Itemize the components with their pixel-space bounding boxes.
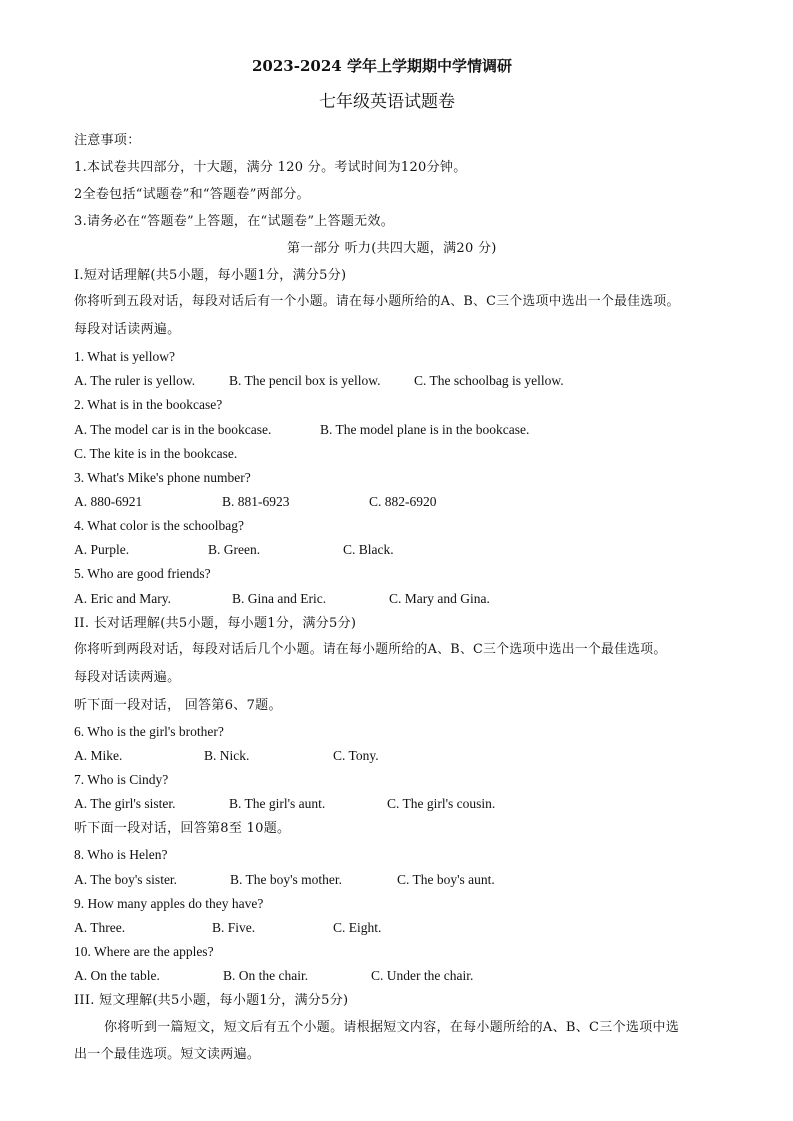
q8-option-a: A. The boy's sister. <box>74 872 178 887</box>
section2-instruction-cont: 每段对话读两遍。 <box>74 670 181 685</box>
section1-instruction: 你将听到五段对话，每段对话后有一个小题。请在每小题所给的A、B、C三个选项中选出一个最佳选项。 <box>74 294 680 309</box>
question-7: 7. Who is Cindy? <box>74 772 169 787</box>
q2-option-a: A. The model car is in the bookcase. <box>74 422 272 437</box>
part1-title: 第一部分 听力(共四大题，满20 分) <box>287 241 497 256</box>
q10-option-c: C. Under the chair. <box>371 968 474 983</box>
q3-option-b: B. 881-6923 <box>222 494 290 509</box>
listen-prompt-1: 听下面一段对话， 回答第6、7题。 <box>74 698 282 713</box>
q1-option-b: B. The pencil box is yellow. <box>229 373 381 388</box>
q5-option-b: B. Gina and Eric. <box>232 591 327 606</box>
q7-option-a: A. The girl's sister. <box>74 796 176 811</box>
q9-option-b: B. Five. <box>212 920 256 935</box>
q3-option-c: C. 882-6920 <box>369 494 437 509</box>
q2-option-c: C. The kite is in the bookcase. <box>74 446 238 461</box>
q6-option-b: B. Nick. <box>204 748 250 763</box>
q10-option-b: B. On the chair. <box>223 968 309 983</box>
question-9: 9. How many apples do they have? <box>74 896 264 911</box>
section3-instruction: 你将听到一篇短文，短文后有五个小题。请根据短文内容，在每小题所给的A、B、C三个选项中选 <box>104 1020 680 1035</box>
q4-option-a: A. Purple. <box>74 542 130 557</box>
q4-option-c: C. Black. <box>343 542 394 557</box>
question-6: 6. Who is the girl's brother? <box>74 724 224 739</box>
note-item-2: 2全卷包括“试题卷”和“答题卷”两部分。 <box>74 187 310 202</box>
question-10: 10. Where are the apples? <box>74 944 214 959</box>
q5-option-a: A. Eric and Mary. <box>74 591 171 606</box>
q5-option-c: C. Mary and Gina. <box>389 591 490 606</box>
question-8: 8. Who is Helen? <box>74 847 168 862</box>
section2-instruction: 你将听到两段对话，每段对话后几个小题。请在每小题所给的A、B、C三个选项中选出一个最佳选项。 <box>74 642 667 657</box>
section2-heading: II. 长对话理解(共5小题，每小题1分，满分5分) <box>74 616 357 631</box>
q2-option-b: B. The model plane is in the bookcase. <box>320 422 530 437</box>
q4-option-b: B. Green. <box>208 542 261 557</box>
question-5: 5. Who are good friends? <box>74 566 211 581</box>
q9-option-c: C. Eight. <box>333 920 382 935</box>
section1-heading: I.短对话理解(共5小题，每小题1分，满分5分) <box>74 268 347 283</box>
listen-prompt-2: 听下面一段对话，回答第8至 10题。 <box>74 821 291 836</box>
q7-option-c: C. The girl's cousin. <box>387 796 496 811</box>
question-1: 1. What is yellow? <box>74 349 175 364</box>
question-4: 4. What color is the schoolbag? <box>74 518 244 533</box>
q8-option-c: C. The boy's aunt. <box>397 872 495 887</box>
section1-instruction-cont: 每段对话读两遍。 <box>74 322 181 337</box>
q10-option-a: A. On the table. <box>74 968 160 983</box>
q1-option-a: A. The ruler is yellow. <box>74 373 196 388</box>
section3-heading: III. 短文理解(共5小题，每小题1分，满分5分) <box>74 993 349 1008</box>
question-3: 3. What's Mike's phone number? <box>74 470 251 485</box>
q7-option-b: B. The girl's aunt. <box>229 796 326 811</box>
exam-title: 2023-2024 学年上学期期中学情调研 <box>252 57 512 75</box>
question-2: 2. What is in the bookcase? <box>74 397 223 412</box>
note-item-1: 1.本试卷共四部分，十大题，满分 120 分。考试时间为120分钟。 <box>74 160 467 175</box>
q6-option-a: A. Mike. <box>74 748 123 763</box>
q1-option-c: C. The schoolbag is yellow. <box>414 373 564 388</box>
notes-heading: 注意事项： <box>74 133 141 148</box>
note-item-3: 3.请务必在“答题卷”上答题，在“试题卷”上答题无效。 <box>74 214 395 229</box>
q6-option-c: C. Tony. <box>333 748 379 763</box>
exam-subtitle: 七年级英语试题卷 <box>319 92 455 112</box>
q9-option-a: A. Three. <box>74 920 126 935</box>
section3-instruction-cont: 出一个最佳选项。短文读两遍。 <box>74 1047 261 1062</box>
q8-option-b: B. The boy's mother. <box>230 872 343 887</box>
q3-option-a: A. 880-6921 <box>74 494 143 509</box>
